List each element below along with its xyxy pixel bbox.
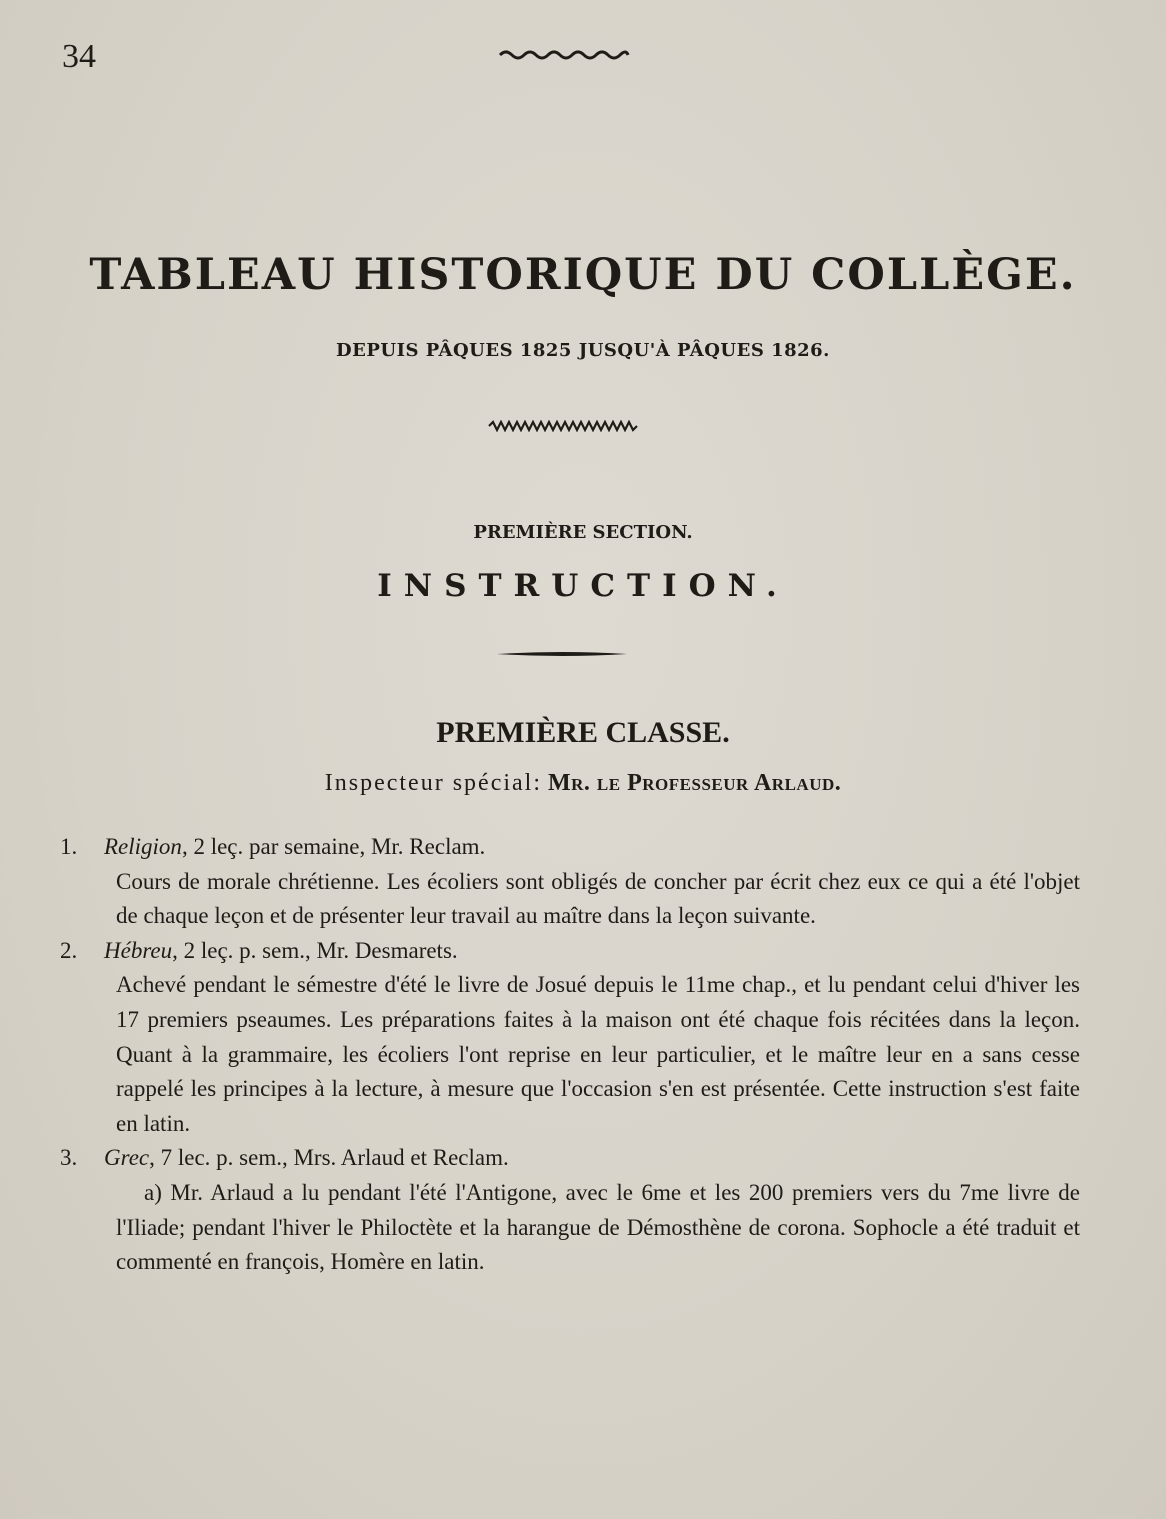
course-subject: Hébreu <box>104 937 173 963</box>
inspector-label: Inspecteur spécial: <box>324 770 542 796</box>
course-description: a) Mr. Arlaud a lu pendant l'été l'Antigone, avec le 6me et les 200 premiers vers du 7me livre de l'Iliade; pendant l'hiver le Philoctète et la harangue de Démosthène de corona. Sophocle a été traduit et commenté en françois, Homère en latin. <box>116 1179 1080 1275</box>
course-subject: Religion <box>104 834 182 859</box>
course-heading <box>60 830 1080 865</box>
course-number: 3. <box>60 1145 78 1171</box>
page-number: 34 <box>62 38 96 75</box>
course-list <box>60 830 1080 1280</box>
course-entry <box>60 934 1080 1142</box>
course-details: , 2 leç. p. sem., Mr. Desmarets. <box>172 937 458 963</box>
class-title: PREMIÈRE CLASSE. <box>436 716 730 749</box>
course-entry <box>60 830 1080 934</box>
ornament-top <box>498 46 630 62</box>
ornament-divider <box>487 420 639 432</box>
course-heading <box>60 1141 1080 1176</box>
course-details: , 2 leç. par semaine, Mr. Reclam. <box>181 834 486 859</box>
course-number: 2. <box>60 937 78 963</box>
section-label: PREMIÈRE SECTION. <box>473 522 693 543</box>
course-entry <box>60 1141 1080 1279</box>
course-number: 1. <box>60 834 78 859</box>
course-description: Achevé pendant le sémestre d'été le livre de Josué depuis le 11me chap., et lu pendant celui d'hiver les 17 premiers pseaumes. Les préparations faites à la maison ont été chaque fois récitées dans la leçon. Quant à la grammaire, les écoliers l'ont reprise en leur particulier, et le maître leur en a sans cesse rappelé les principes à la lecture, à mesure que l'occasion s'en est présentée. Cette instruction s'est faite en latin. <box>116 972 1080 1136</box>
course-description: Cours de morale chrétienne. Les écoliers sont obligés de concher par écrit chez eux ce qui a été l'objet de chaque leçon et de présenter leur travail au maître dans la leçon suivante. <box>116 868 1080 929</box>
course-details: , 7 lec. p. sem., Mrs. Arlaud et Reclam. <box>149 1145 509 1171</box>
divider-rule <box>497 651 627 657</box>
section-title: INSTRUCTION. <box>377 568 789 604</box>
page-title: TABLEAU HISTORIQUE DU COLLÈGE. <box>89 250 1077 300</box>
course-heading <box>60 934 1080 969</box>
course-subject: Grec <box>104 1145 150 1171</box>
page-subtitle: DEPUIS PÂQUES 1825 JUSQU'À PÂQUES 1826. <box>336 340 830 361</box>
inspector-line <box>0 770 1166 797</box>
inspector-name: Mr. le Professeur Arlaud. <box>548 770 842 796</box>
